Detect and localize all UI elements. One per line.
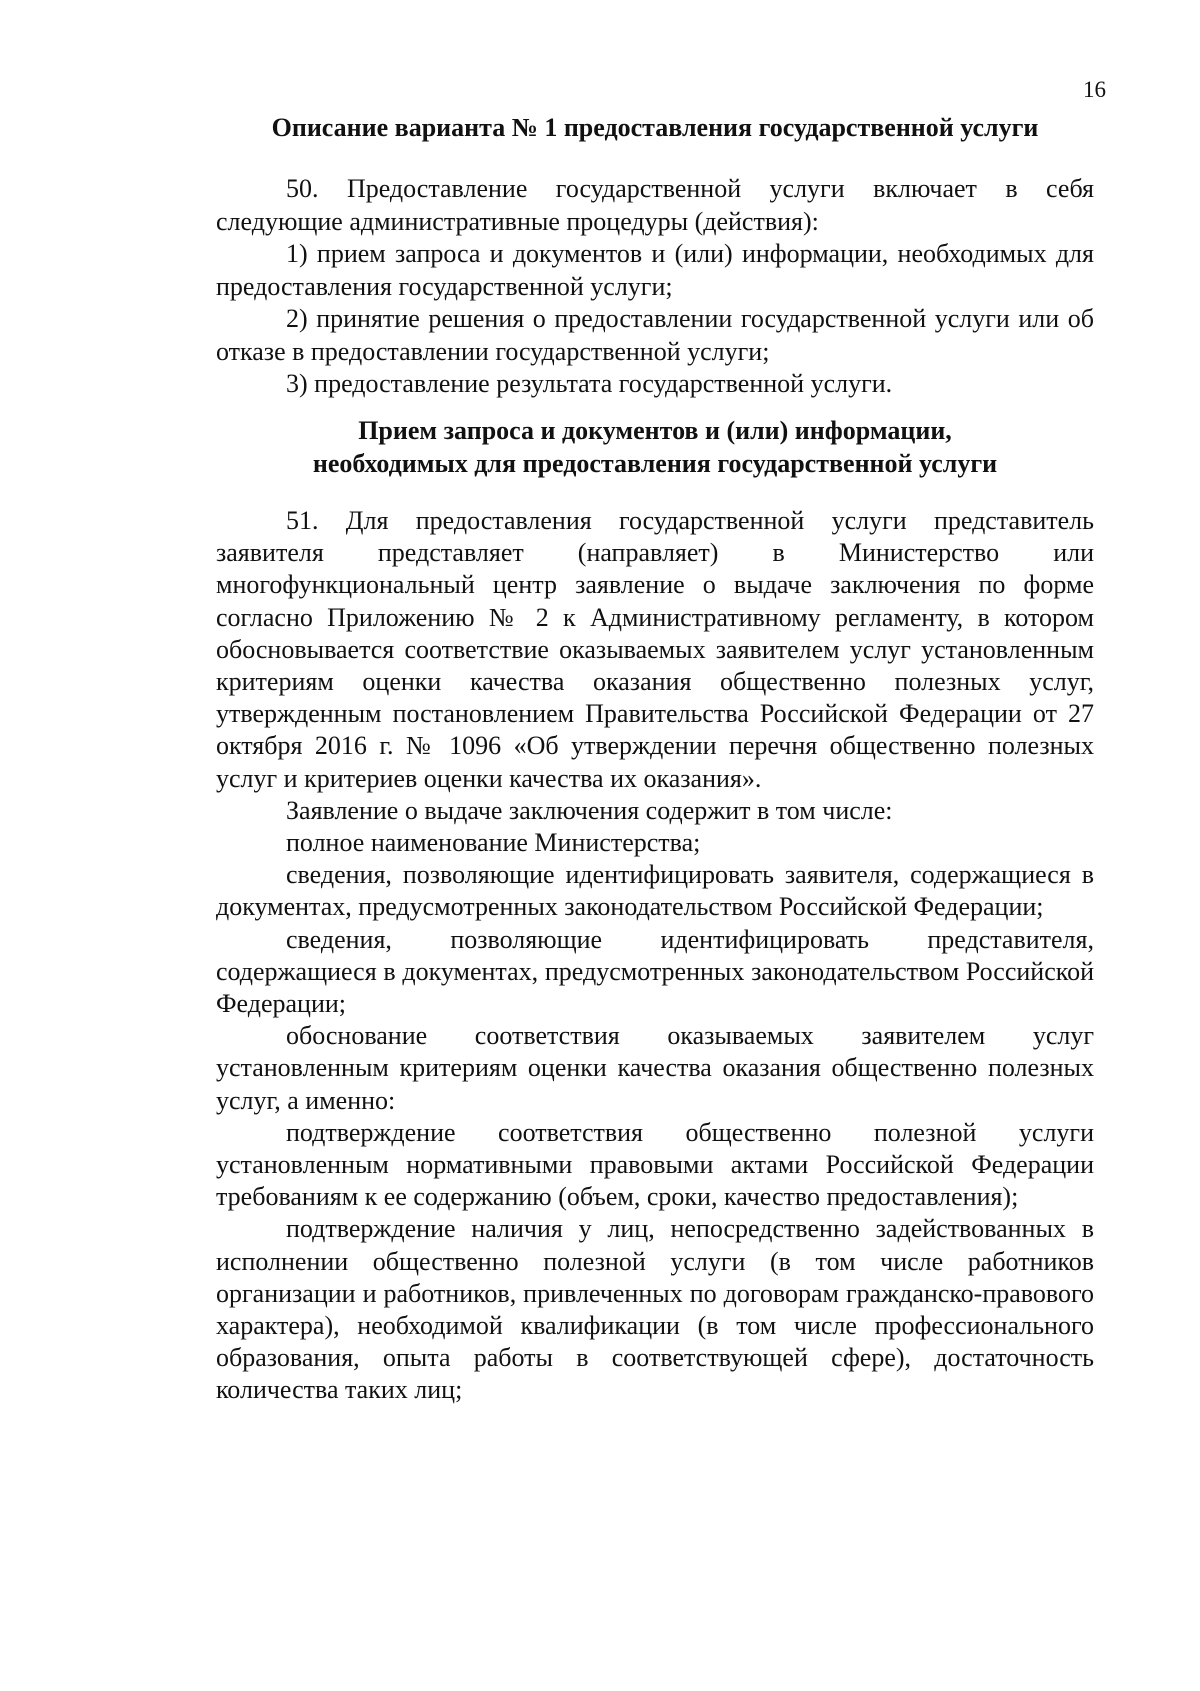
paragraph-51: 51. Для предоставления государственной услуги представитель заявителя представляет (направляет) в Министерство или многофункциональный центр заявление о выдаче заключения по форме согласно Приложению № 2 к Административному регламенту, в котором обосновывается соответствие оказываемых заявителем услуг установленным критериям оценки качества оказания общественно полезных услуг, утвержденным постановлением Правительства Российской Федерации от 27 октября 2016 г. № 1096 «Об утверждении перечня общественно полезных услуг и критериев оценки качества их оказания». (216, 506, 1094, 793)
procedure-item-3: 3) предоставление результата государственной услуги. (286, 369, 893, 398)
heading-request-reception (216, 414, 1094, 480)
section-application (216, 505, 1094, 1407)
procedure-item-2: 2) принятие решения о предоставлении государственной услуги или об отказе в предоставлении государственной услуги; (216, 304, 1094, 366)
paragraph-50: 50. Предоставление государственной услуги включает в себя следующие административные процедуры (действия): (216, 174, 1094, 236)
heading-request-reception-line-1: Прием запроса и документов и (или) информации, (358, 416, 952, 445)
heading-request-reception-line-2: необходимых для предоставления государственной услуги (312, 449, 998, 478)
application-item-justification: обоснование соответствия оказываемых заявителем услуг установленным критериям оценки качества оказания общественно полезных услуг, а именно: (216, 1021, 1094, 1115)
heading-variant-description: Описание варианта № 1 предоставления государственной услуги (271, 113, 1039, 142)
application-item-qualification-confirmation: подтверждение наличия у лиц, непосредственно задействованных в исполнении общественно полезной услуги (в том числе работников организации и работников, привлеченных по договорам гражданско-правового характера), необходимой квалификации (в том числе профессионального образования, опыта работы в соответствующей сфере), достаточность количества таких лиц; (216, 1214, 1094, 1405)
procedure-item-1: 1) прием запроса и документов и (или) информации, необходимых для предоставления государственной услуги; (216, 239, 1094, 301)
page-number: 16 (1083, 77, 1106, 102)
application-item-requirements-confirmation: подтверждение соответствия общественно полезной услуги установленным нормативными правовыми актами Российской Федерации требованиям к ее содержанию (объем, сроки, качество предоставления); (216, 1117, 1094, 1212)
section-procedures (216, 173, 1094, 401)
application-item-applicant-info: сведения, позволяющие идентифицировать заявителя, содержащиеся в документах, предусмотренных законодательством Российской Федерации; (216, 860, 1094, 922)
application-item-representative-info: сведения, позволяющие идентифицировать представителя, содержащиеся в документах, предусмотренных законодательством Российской Федерации; (216, 924, 1094, 1019)
application-contents-intro: Заявление о выдаче заключения содержит в том числе: (286, 795, 893, 825)
application-item-ministry-name: полное наименование Министерства; (286, 828, 701, 858)
